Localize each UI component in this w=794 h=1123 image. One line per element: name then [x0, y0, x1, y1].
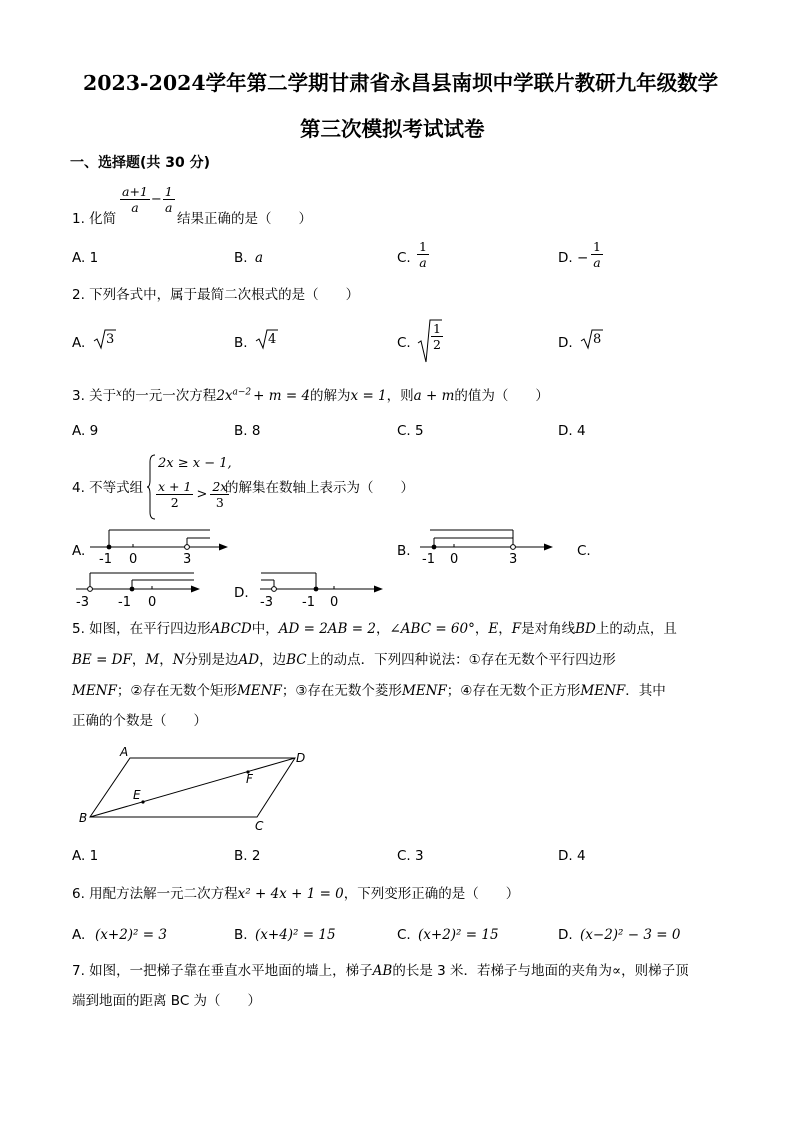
q1-option-a[interactable]: A. 1 [72, 250, 99, 266]
axis-label-neg1: -1 [99, 552, 112, 567]
q6-option-d-label[interactable]: D. [558, 927, 573, 943]
q2-option-d-label[interactable]: D. [558, 335, 573, 351]
q4-option-d-label[interactable]: D. [234, 585, 249, 601]
svg-text:-3: -3 [76, 595, 89, 610]
vertex-label-c: C [255, 819, 264, 833]
svg-text:-1: -1 [118, 595, 131, 610]
q4-suffix: 的解集在数轴上表示为（ ） [225, 480, 414, 496]
q6-option-a-label[interactable]: A. [72, 927, 86, 943]
document-title-line2: 第三次模拟考试试卷 [300, 117, 485, 141]
q6-option-b-label[interactable]: B. [234, 927, 248, 943]
q1-option-d-label[interactable]: D. − [558, 250, 589, 266]
q7-line-2: 端到地面的距离 BC 为（ ） [72, 993, 262, 1009]
q4-option-c-number-line [74, 569, 224, 611]
q5-option-b[interactable]: B. 2 [234, 848, 261, 864]
q1-option-d-fraction: $\frac{1}{a}$ [593, 239, 601, 271]
q1-fraction-1: $\frac{a+1}{a}$ [122, 184, 148, 216]
q6-option-c-eq: (x+2)² = 15 [418, 927, 499, 943]
svg-text:-1: -1 [302, 595, 315, 610]
q2-option-c-label[interactable]: C. [397, 335, 411, 351]
q2-option-c-radical: $\frac{1}{2}$ [417, 318, 443, 368]
axis-label-0: 0 [129, 552, 138, 567]
q3-option-b[interactable]: B. 8 [234, 423, 261, 439]
section-heading: 一、选择题(共 30 分) [70, 155, 211, 171]
q6-option-b-eq: (x+4)² = 15 [255, 927, 336, 943]
q1-suffix: 结果正确的是（ ） [177, 211, 312, 227]
q2-option-b-label[interactable]: B. [234, 335, 248, 351]
q7-line-1: 7. 如图，一把梯子靠在垂直水平地面的墙上，梯子AB的长是 3 米．若梯子与地面的夹角为∝，则梯子顶 [72, 963, 689, 979]
q1-fraction-2: $\frac{1}{a}$ [164, 184, 173, 216]
vertex-label-d: D [296, 751, 306, 765]
q4-option-a-number-line [88, 526, 233, 568]
q4-option-c-label[interactable]: C. [577, 543, 591, 559]
q1-option-b-value: a [255, 250, 264, 266]
q4-option-d-number-line [258, 569, 390, 611]
q5-line-1: 5. 如图，在平行四边形ABCD中，AD = 2AB = 2，∠ABC = 60°，E，F是对角线BD上的动点，且 [72, 621, 677, 637]
svg-text:0: 0 [330, 595, 339, 610]
q5-line-2: BE = DF，M，N分别是边AD，边BC上的动点．下列四种说法：①存在无数个平行四边形 [72, 652, 616, 668]
q2-option-a-label[interactable]: A. [72, 335, 86, 351]
q5-parallelogram-figure [72, 744, 322, 836]
q1-option-b-label[interactable]: B. [234, 250, 248, 266]
q3-option-a[interactable]: A. 9 [72, 423, 99, 439]
q4-inequality-2: $\frac{x + 1}{2}$ > $\frac{2x}{3}$ [158, 479, 228, 511]
q6-option-c-label[interactable]: C. [397, 927, 411, 943]
q3-option-d[interactable]: D. 4 [558, 423, 586, 439]
q5-line-4: 正确的个数是（ ） [72, 713, 207, 729]
q4-inequality-1: 2x ≥ x − 1, [158, 456, 232, 471]
svg-text:0: 0 [148, 595, 157, 610]
q6-option-d-eq: (x−2)² − 3 = 0 [580, 927, 681, 943]
q5-option-d[interactable]: D. 4 [558, 848, 586, 864]
q6-option-a-eq: (x+2)² = 3 [95, 927, 167, 943]
q3-option-c[interactable]: C. 5 [397, 423, 424, 439]
q2-option-b-radical: 4 [255, 328, 279, 354]
q1-option-c-fraction: $\frac{1}{a}$ [419, 239, 427, 271]
axis-label-3: 3 [183, 552, 192, 567]
q6-stem: 6. 用配方法解一元二次方程x² + 4x + 1 = 0，下列变形正确的是（ ） [72, 886, 520, 902]
document-title-line1: 2023-2024学年第二学期甘肃省永昌县南坝中学联片教研九年级数学 [83, 71, 719, 95]
q4-option-b-number-line [418, 526, 563, 568]
q2-option-d-radical: 8 [580, 328, 604, 354]
vertex-label-a: A [120, 745, 129, 759]
q1-prefix: 1. 化简 [72, 211, 117, 227]
q5-option-a[interactable]: A. 1 [72, 848, 99, 864]
point-label-f: F [246, 772, 253, 786]
q4-option-a-label[interactable]: A. [72, 543, 86, 559]
q3-line: 3. 关于$^x$的一元一次方程$2x^{a-2} + m = 4$的解为x = 1，则a + m的值为（ ） [72, 387, 549, 404]
q2-option-a-radical: 3 [93, 328, 117, 354]
q5-line-3: MENF；②存在无数个矩形MENF；③存在无数个菱形MENF；④存在无数个正方形MENF．其中 [72, 683, 666, 699]
svg-text:0: 0 [450, 552, 459, 567]
point-label-e: E [133, 788, 141, 802]
q2-stem: 2. 下列各式中，属于最简二次根式的是（ ） [72, 287, 360, 303]
system-brace-icon [146, 454, 156, 520]
svg-text:-1: -1 [422, 552, 435, 567]
svg-text:3: 3 [509, 552, 518, 567]
q4-prefix: 4. 不等式组 [72, 480, 144, 496]
svg-text:-3: -3 [260, 595, 273, 610]
q1-expression: $\frac{a+1}{a}$ − $\frac{1}{a}$ [122, 184, 173, 216]
q1-option-c-label[interactable]: C. [397, 250, 411, 266]
vertex-label-b: B [79, 811, 88, 825]
q4-option-b-label[interactable]: B. [397, 543, 411, 559]
q5-option-c[interactable]: C. 3 [397, 848, 424, 864]
